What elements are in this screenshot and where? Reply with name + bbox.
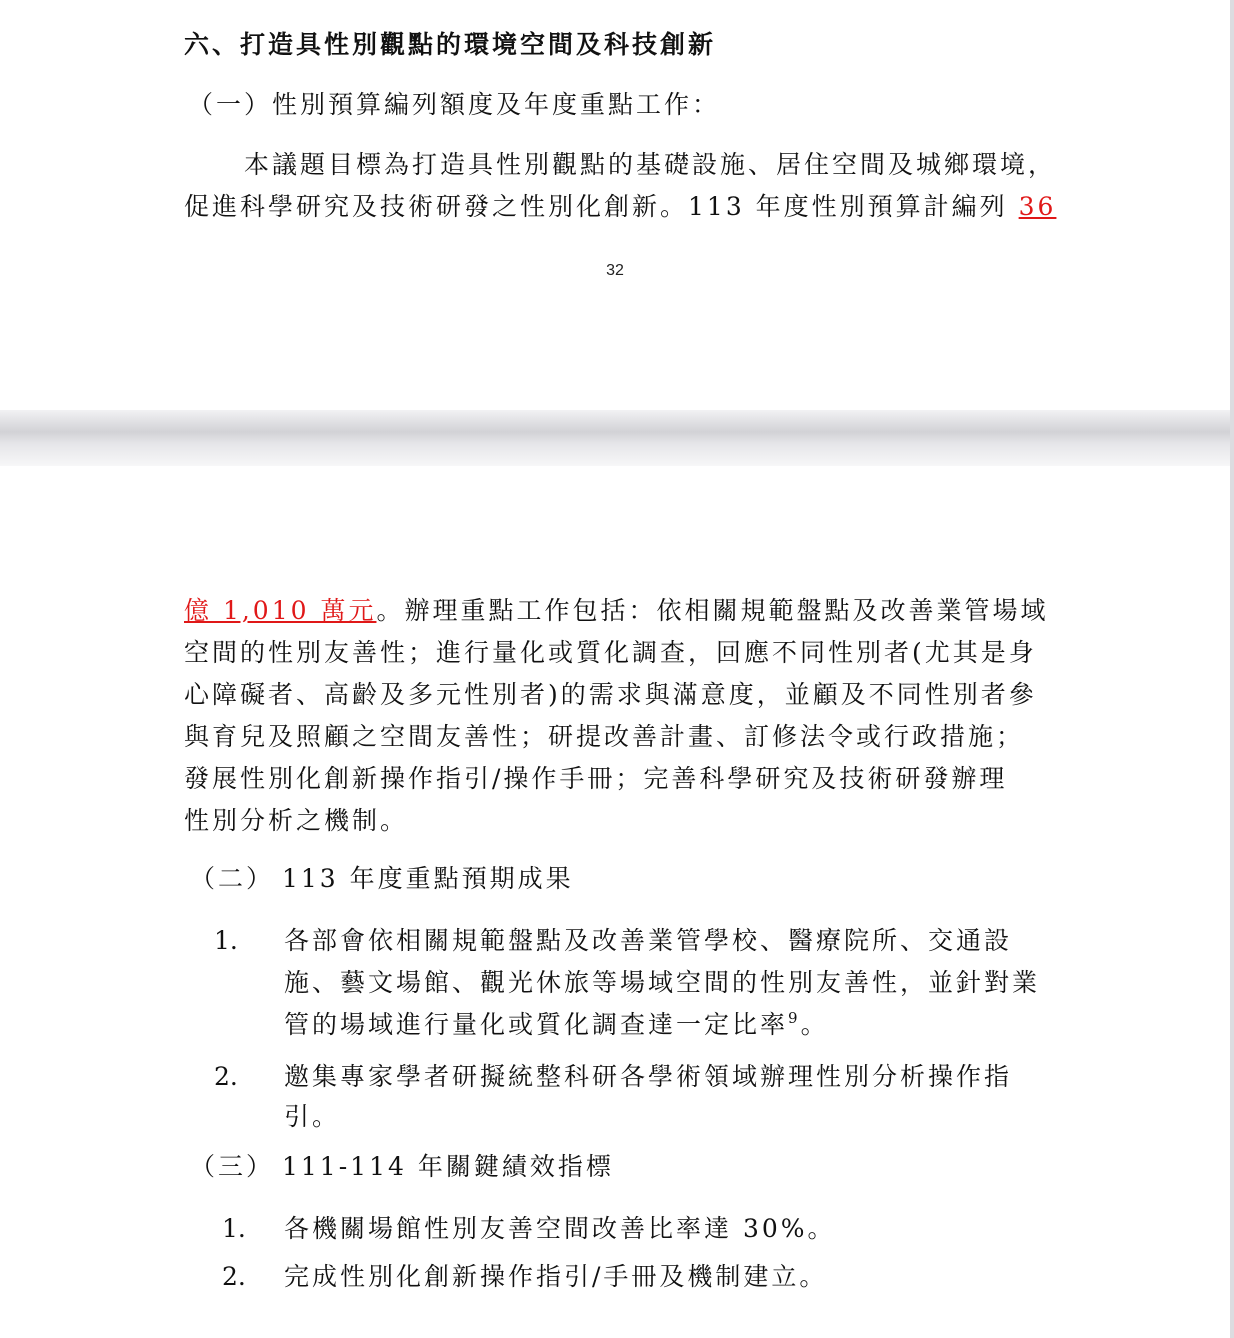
paragraph-line: 空間的性別友善性；進行量化或質化調查，回應不同性別者(尤其是身 [184, 638, 1037, 667]
budget-amount-highlight: 億 1,010 萬元 [184, 596, 377, 625]
paragraph-line: 心障礙者、高齡及多元性別者)的需求與滿意度，並顧及不同性別者參 [184, 680, 1037, 709]
list-item-text: 管的場域進行量化或質化調查達一定比率 [284, 1010, 789, 1039]
document-page-32 [0, 0, 1230, 410]
list-item-number: 2. [222, 1262, 246, 1291]
paragraph-line: 本議題目標為打造具性別觀點的基礎設施、居住空間及城鄉環境， [244, 150, 1057, 179]
section-title: 113 年度重點預期成果 [282, 864, 574, 893]
paragraph-line: 性別分析之機制。 [184, 806, 409, 835]
budget-amount-highlight: 36 [1018, 192, 1057, 221]
list-item-number: 2. [214, 1062, 238, 1091]
paragraph-text: 促進科學研究及技術研發之性別化創新。113 年度性別預算計編列 [184, 192, 1019, 221]
page-number: 32 [606, 262, 624, 279]
paragraph-line [184, 192, 1056, 222]
paragraph-line: 發展性別化創新操作指引/操作手冊；完善科學研究及技術研發辦理 [184, 764, 1008, 793]
list-item-line [284, 1010, 829, 1040]
section-title: 111-114 年關鍵績效指標 [282, 1152, 614, 1181]
paragraph-line [184, 596, 1048, 626]
list-item-text: 。 [800, 1010, 829, 1039]
list-item-line: 施、藝文場館、觀光休旅等場域空間的性別友善性，並針對業 [284, 968, 1041, 997]
list-item-line: 各部會依相關規範盤點及改善業管學校、醫療院所、交通設 [284, 926, 1013, 955]
page-separator [0, 410, 1234, 466]
section-label: （三） [190, 1152, 275, 1181]
paragraph-text: 。辦理重點工作包括：依相關規範盤點及改善業管場域 [376, 596, 1049, 625]
paragraph-line: 與育兒及照顧之空間友善性；研提改善計畫、訂修法令或行政措施； [184, 722, 1025, 751]
list-item-line: 引。 [284, 1102, 341, 1131]
document-page-33 [0, 466, 1230, 1338]
section-label: （二） [190, 864, 275, 893]
section-heading: 六、打造具性別觀點的環境空間及科技創新 [184, 30, 717, 59]
viewer-scroll-edge [1230, 0, 1234, 1338]
list-item-number: 1. [214, 926, 238, 955]
list-item-line: 邀集專家學者研擬統整科研各學術領域辦理性別分析操作指 [284, 1062, 1013, 1091]
subheading-budget: （一）性別預算編列額度及年度重點工作： [188, 90, 721, 119]
footnote-marker[interactable]: 9 [788, 1009, 801, 1027]
list-item-line: 各機關場館性別友善空間改善比率達 30%。 [284, 1214, 836, 1243]
list-item-line: 完成性別化創新操作指引/手冊及機制建立。 [284, 1262, 828, 1291]
list-item-number: 1. [222, 1214, 246, 1243]
